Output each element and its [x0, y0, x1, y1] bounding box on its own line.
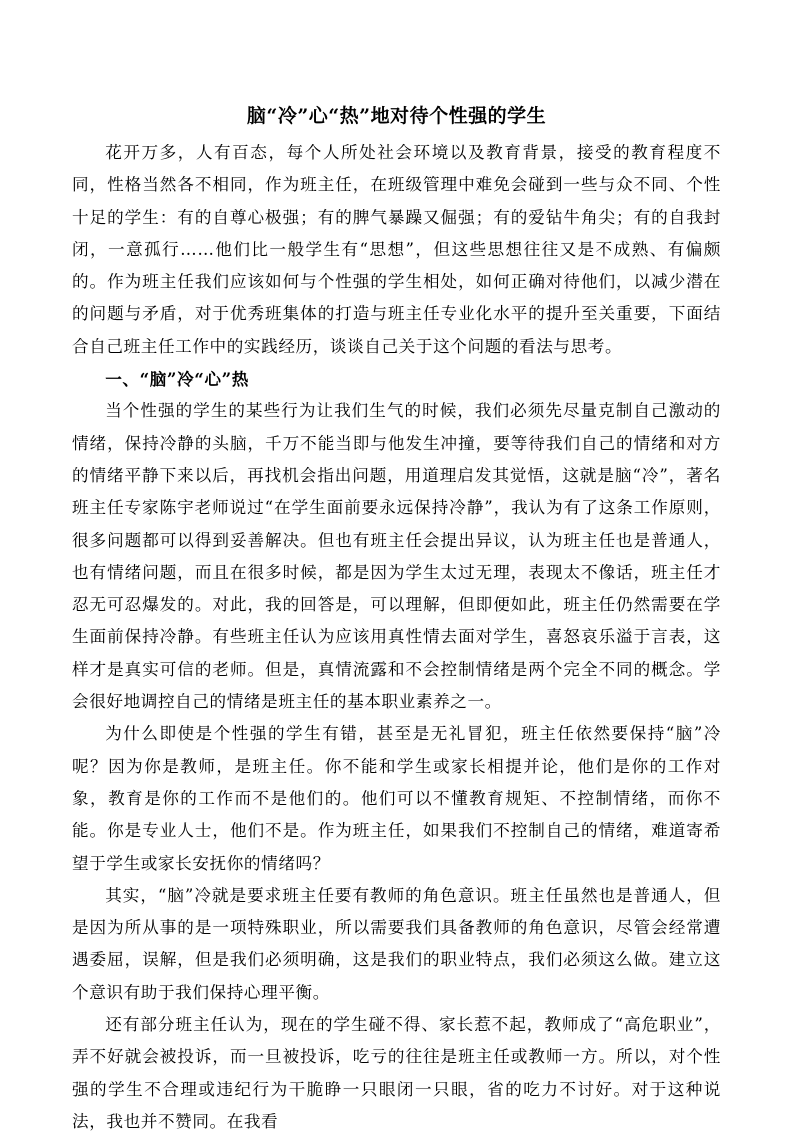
paragraph-intro: 花开万多，人有百态，每个人所处社会环境以及教育背景，接受的教育程度不同，性格当然各不相同，作为班主任，在班级管理中难免会碰到一些与众不同、个性十足的学生：有的自尊心极强；有的脾气暴躁又倔强；有的爱钻牛角尖；有的自我封闭，一意孤行……他们比一般学生有“思想”，但这些思想往往又是不成熟、有偏颇的。作为班主任我们应该如何与个性强的学生相处，如何正确对待他们，以减少潜在的问题与矛盾，对于优秀班集体的打造与班主任专业化水平的提升至关重要，下面结合自己班主任工作中的实践经历，谈谈自己关于这个问题的看法与思考。 [72, 143, 721, 356]
paragraph-3: 为什么即使是个性强的学生有错，甚至是无礼冒犯，班主任依然要保持“脑”冷呢？因为你是教师，是班主任。你不能和学生或家长相提并论，他们是你的工作对象，教育是你的工作而不是他们的。他们可以不懂教育规矩、不控制情绪，而你不能。你是专业人士，他们不是。作为班主任，如果我们不控制自己的情绪，难道寄希望于学生或家长安抚你的情绪吗？ [72, 724, 721, 873]
section-heading-1: 一、“脑”冷“心”热 [105, 369, 249, 390]
paragraph-5: 还有部分班主任认为，现在的学生碰不得、家长惹不起，教师成了“高危职业”，弄不好就会被投诉，而一旦被投诉，吃亏的往往是班主任或教师一方。所以，对个性强的学生不合理或违纪行为干脆睁一只眼闭一只眼，省的吃力不讨好。对于这种说法，我也并不赞同。在我看 [72, 1015, 721, 1131]
paragraph-4: 其实，“脑”冷就是要求班主任要有教师的角色意识。班主任虽然也是普通人，但是因为所从事的是一项特殊职业，所以需要我们具备教师的角色意识，尽管会经常遭遇委屈，误解，但是我们必须明确，这是我们的职业特点，我们必须这么做。建立这个意识有助于我们保持心理平衡。 [72, 885, 721, 1002]
paragraph-2: 当个性强的学生的某些行为让我们生气的时候，我们必须先尽量克制自己激动的情绪，保持冷静的头脑，千万不能当即与他发生冲撞，要等待我们自己的情绪和对方的情绪平静下来以后，再找机会指出问题，用道理启发其觉悟，这就是脑“冷”，著名班主任专家陈宇老师说过“在学生面前要永远保持冷静”，我认为有了这条工作原则，很多问题都可以得到妥善解决。但也有班主任会提出异议，认为班主任也是普通人，也有情绪问题，而且在很多时候，都是因为学生太过无理，表现太不像话，班主任才忍无可忍爆发的。对此，我的回答是，可以理解，但即便如此，班主任仍然需要在学生面前保持冷静。有些班主任认为应该用真性情去面对学生，喜怒哀乐溢于言表，这样才是真实可信的老师。但是，真情流露和不会控制情绪是两个完全不同的概念。学会很好地调控自己的情绪是班主任的基本职业素养之一。 [72, 401, 721, 712]
document-title: 脑“冷”心“热”地对待个性强的学生 [246, 105, 547, 127]
document-body [72, 137, 721, 1138]
